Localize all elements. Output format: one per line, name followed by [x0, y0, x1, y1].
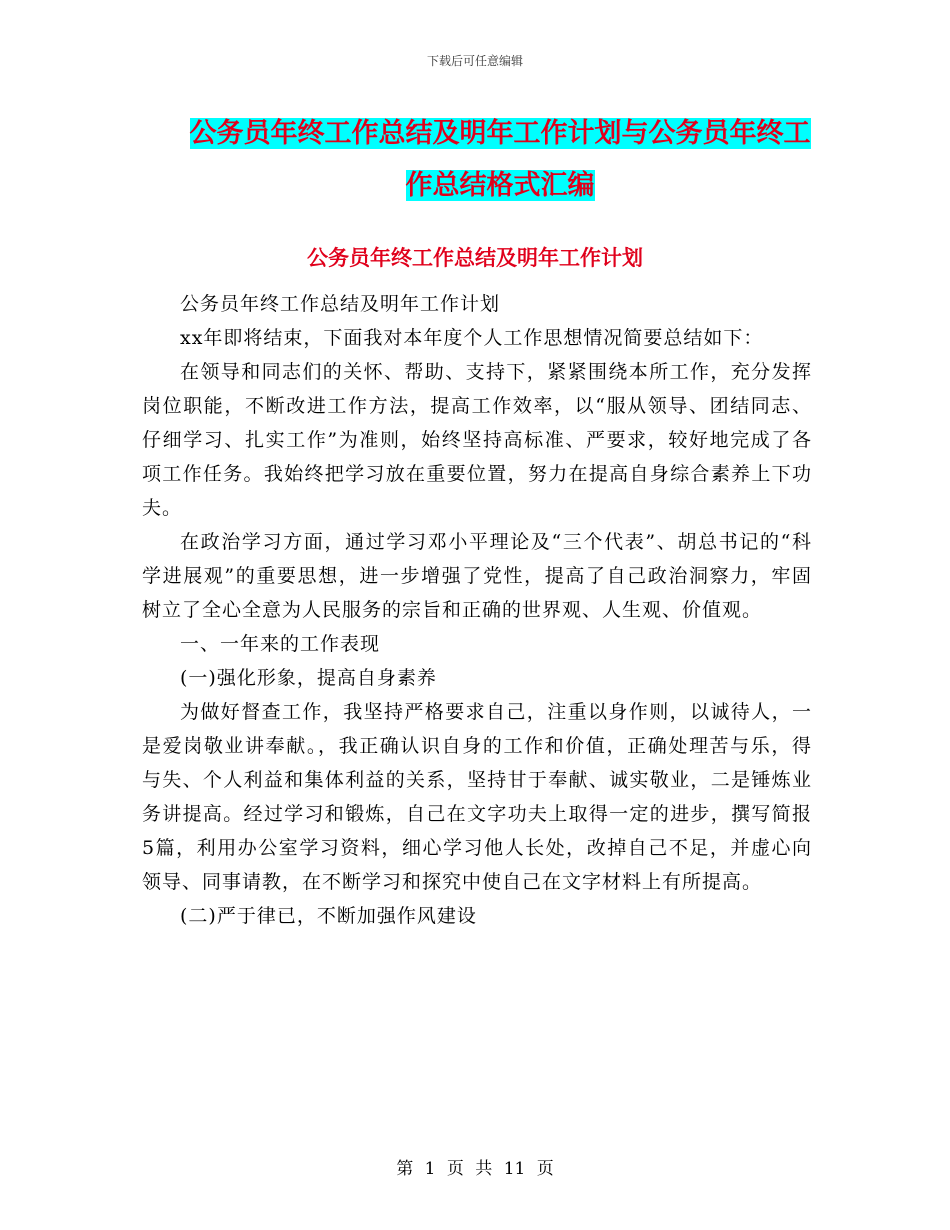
section-heading: 一、一年来的工作表现 [180, 633, 381, 655]
section-title: 公务员年终工作总结及明年工作计划 [307, 246, 643, 270]
paragraph: 为做好督查工作，我坚持严格要求自己，注重以身作则，以诚待人，一是爱岗敬业讲奉献。，我正确认识自身的工作和价值，正确处理苦与乐，得与失、个人利益和集体利益的关系，坚持甘于奉献、诚实敬业，二是锤炼业务讲提高。经过学习和锻炼，自己在文字功夫上取得一定的进步，撰写简报5篇，利用办公室学习资料，细心学习他人长处，改掉自己不足，并虚心向领导、同事请教，在不断学习和探究中使自己在文字材料上有所提高。 [142, 701, 812, 893]
paragraph: 在政治学习方面，通过学习邓小平理论及“三个代表”、胡总书记的“科学进展观”的重要思想，进一步增强了党性，提高了自己政治洞察力，牢固树立了全心全意为人民服务的宗旨和正确的世界观、人生观、价值观。 [142, 531, 812, 621]
document-title-line-1: 公务员年终工作总结及明年工作计划与公务员年终工 [189, 118, 811, 149]
body-text [142, 287, 812, 933]
paragraph: xx年即将结束，下面我对本年度个人工作思想情况简要总结如下： [180, 327, 764, 349]
subsection-heading: (二)严于律已，不断加强作风建设 [180, 905, 477, 927]
paragraph: 在领导和同志们的关怀、帮助、支持下，紧紧围绕本所工作，充分发挥岗位职能，不断改进工作方法，提高工作效率，以“服从领导、团结同志、仔细学习、扎实工作”为准则，始终坚持高标准、严要求，较好地完成了各项工作任务。我始终把学习放在重要位置，努力在提高自身综合素养上下功夫。 [142, 361, 812, 519]
paragraph: 公务员年终工作总结及明年工作计划 [180, 293, 501, 315]
page-footer: 第 1 页 共 11 页 [396, 1159, 554, 1179]
subsection-heading: (一)强化形象，提高自身素养 [180, 667, 437, 689]
document-title-line-2: 作总结格式汇编 [405, 170, 595, 201]
header-note: 下载后可任意编辑 [426, 54, 523, 68]
document-title [140, 108, 860, 212]
